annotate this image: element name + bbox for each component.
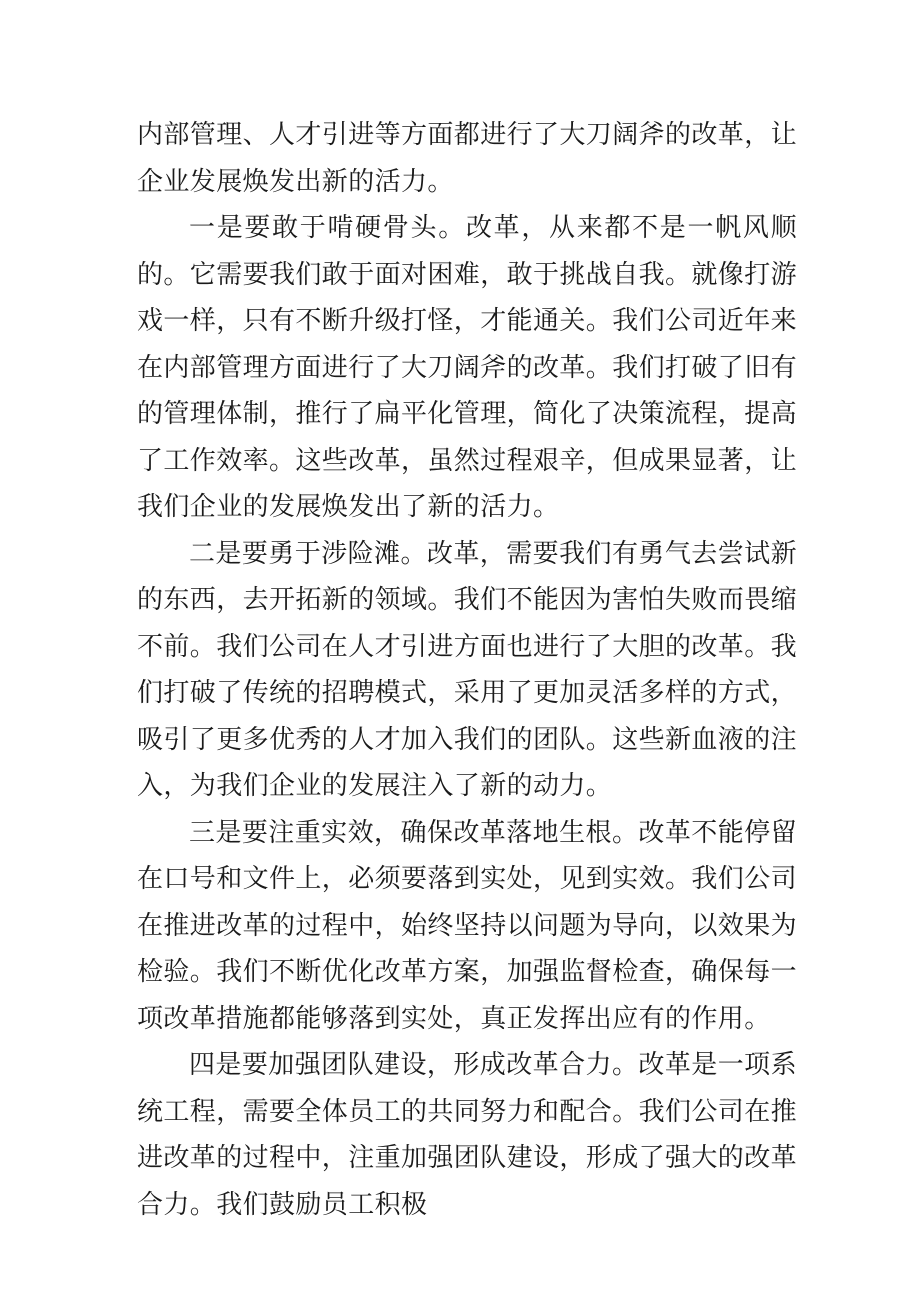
paragraph-continued-reform-intro: 内部管理、人才引进等方面都进行了大刀阔斧的改革，让企业发展焕发出新的活力。 — [137, 120, 798, 197]
document-body — [137, 112, 797, 1228]
paragraph-point-one: 一是要敢于啃硬骨头。改革，从来都不是一帆风顺的。它需要我们敢于面对困难，敢于挑战自我。就像打游戏一样，只有不断升级打怪，才能通关。我们公司近年来在内部管理方面进行了大刀阔斧的改革。我们打破了旧有的管理体制，推行了扁平化管理，简化了决策流程，提高了工作效率。这些改革，虽然过程艰辛，但成果显著，让我们企业的发展焕发出了新的活力。 — [137, 213, 798, 522]
paragraph-point-two: 二是要勇于涉险滩。改革，需要我们有勇气去尝试新的东西，去开拓新的领域。我们不能因为害怕失败而畏缩不前。我们公司在人才引进方面也进行了大胆的改革。我们打破了传统的招聘模式，采用了更加灵活多样的方式，吸引了更多优秀的人才加入我们的团队。这些新血液的注入，为我们企业的发展注入了新的动力。 — [137, 538, 798, 801]
paragraph-point-four: 四是要加强团队建设，形成改革合力。改革是一项系统工程，需要全体员工的共同努力和配合。我们公司在推进改革的过程中，注重加强团队建设，形成了强大的改革合力。我们鼓励员工积极 — [137, 1050, 798, 1220]
paragraph-point-three: 三是要注重实效，确保改革落地生根。改革不能停留在口号和文件上，必须要落到实处，见到实效。我们公司在推进改革的过程中，始终坚持以问题为导向，以效果为检验。我们不断优化改革方案，加强监督检查，确保每一项改革措施都能够落到实处，真正发挥出应有的作用。 — [137, 817, 798, 1034]
